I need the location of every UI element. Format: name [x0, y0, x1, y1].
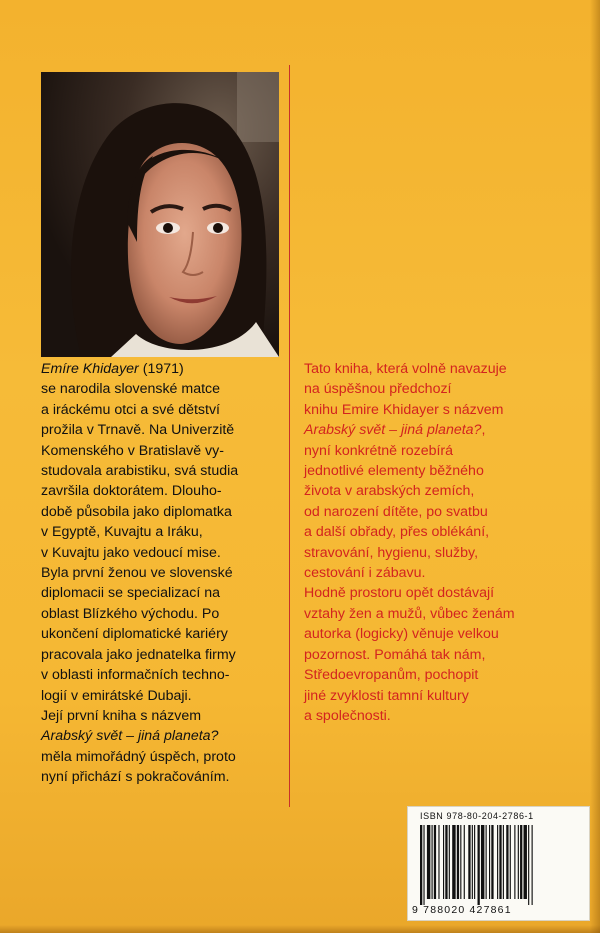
barcode-bar — [489, 825, 490, 899]
bio-line: v Egyptě, Kuvajtu a Iráku, — [41, 524, 203, 541]
blurb-line: a další obřady, přes oblékání, — [304, 524, 490, 541]
bio-line: měla mimořádný úspěch, proto — [41, 748, 236, 765]
blurb-line: na úspěšnou předchozí — [304, 381, 452, 398]
barcode-bar — [432, 825, 433, 899]
barcode-bar — [497, 825, 498, 899]
ean-digits: 9 788020 427861 — [412, 904, 512, 916]
barcode-bar — [486, 825, 487, 899]
bio-line: v Kuvajtu jako vedoucí mise. — [41, 544, 221, 561]
blurb-line: Tato kniha, která volně navazuje — [304, 361, 507, 377]
bio-line: oblast Blízkého východu. Po — [41, 605, 220, 622]
author-portrait-icon — [41, 72, 279, 357]
isbn-label: ISBN 978-80-204-2786-1 — [420, 811, 534, 821]
bio-line: Byla první ženou ve slovenské — [41, 565, 233, 582]
bio-line: pracovala jako jednatelka firmy — [41, 646, 236, 663]
blurb-line: pozornost. Pomáhá tak nám, — [304, 646, 486, 663]
barcode-bar — [460, 825, 461, 899]
blurb-line: Středoevropanům, pochopit — [304, 667, 479, 684]
barcode-bar — [434, 825, 436, 899]
barcode-bar — [443, 825, 444, 899]
barcode-bar — [427, 825, 430, 899]
isbn-barcode — [407, 806, 590, 921]
barcode-bar — [510, 825, 511, 899]
author-birth-year: (1971) — [138, 361, 184, 377]
bio-line: logií v emirátské Dubaji. — [41, 687, 192, 704]
book-blurb — [304, 359, 584, 726]
column-divider — [289, 65, 290, 807]
barcode-bar — [452, 825, 455, 899]
barcode-bar — [457, 825, 459, 899]
bio-line: v oblasti informačních techno- — [41, 667, 230, 684]
blurb-line: od narození dítěte, po svatbu — [304, 503, 488, 520]
barcode-bar — [474, 825, 475, 899]
barcode-bar — [528, 825, 529, 905]
barcode-bar — [445, 825, 447, 899]
bio-line: Komenského v Bratislavě vy- — [41, 442, 224, 459]
barcode-bar — [520, 825, 522, 899]
blurb-line: knihu Emire Khidayer s názvem — [304, 401, 504, 418]
barcode-bar — [506, 825, 508, 899]
blurb-line: nyní konkrétně rozebírá — [304, 442, 454, 459]
bio-line: nyní přichází s pokračováním. — [41, 769, 230, 786]
cover-edge-shadow — [590, 0, 600, 933]
bio-line: diplomacii se specializací na — [41, 585, 221, 602]
blurb-title-line — [304, 420, 584, 440]
bio-line: završila doktorátem. Dlouho- — [41, 483, 222, 500]
bio-line: Její první kniha s názvem — [41, 707, 202, 724]
bio-line: se narodila slovenské matce — [41, 381, 221, 398]
barcode-bar — [491, 825, 493, 899]
blurb-book-title: Arabský svět – jiná planeta? — [304, 422, 482, 439]
barcode-bar — [499, 825, 501, 899]
blurb-line: jednotlivé elementy běžného — [304, 463, 484, 480]
blurb-line: života v arabských zemích, — [304, 483, 475, 500]
barcode-bar — [478, 825, 480, 905]
blurb-line: autorka (logicky) věnuje velkou — [304, 626, 499, 643]
author-bio — [41, 359, 286, 788]
blurb-line: vztahy žen a mužů, vůbec ženám — [304, 605, 515, 622]
barcode-bar — [438, 825, 439, 899]
blurb-line: stravování, hygienu, služby, — [304, 544, 479, 561]
barcode-bar — [514, 825, 515, 899]
bio-line: ukončení diplomatické kariéry — [41, 626, 228, 643]
author-name: Emíre Khidayer — [41, 361, 139, 377]
cover-bottom-edge — [0, 925, 600, 933]
barcode-bar — [518, 825, 519, 899]
barcode-bar — [468, 825, 470, 899]
barcode-bar — [420, 825, 422, 905]
blurb-line: Hodně prostoru opět dostávají — [304, 585, 495, 602]
bio-line: studovala arabistiku, svá studia — [41, 463, 239, 480]
author-photo — [41, 72, 279, 357]
barcode-bar — [464, 825, 465, 899]
bio-heading-line — [41, 359, 286, 379]
bio-line: době působila jako diplomatka — [41, 503, 232, 520]
barcode-bar — [524, 825, 527, 899]
blurb-line: cestování i zábavu. — [304, 565, 426, 582]
blurb-title-suffix: , — [481, 422, 486, 439]
barcode-bars-icon — [418, 825, 578, 905]
blurb-line: a společnosti. — [304, 707, 391, 724]
bio-line: prožila v Trnavě. Na Univerzitě — [41, 422, 235, 439]
barcode-bar — [449, 825, 450, 899]
barcode-bar — [481, 825, 484, 899]
barcode-bar — [503, 825, 504, 899]
blurb-line: jiné zvyklosti tamní kultury — [304, 687, 469, 704]
barcode-bar — [423, 825, 424, 905]
barcode-bar — [532, 825, 533, 905]
bio-line: a iráckému otci a své dětství — [41, 401, 220, 418]
barcode-bar — [472, 825, 473, 899]
first-book-title: Arabský svět – jiná planeta? — [41, 728, 219, 745]
